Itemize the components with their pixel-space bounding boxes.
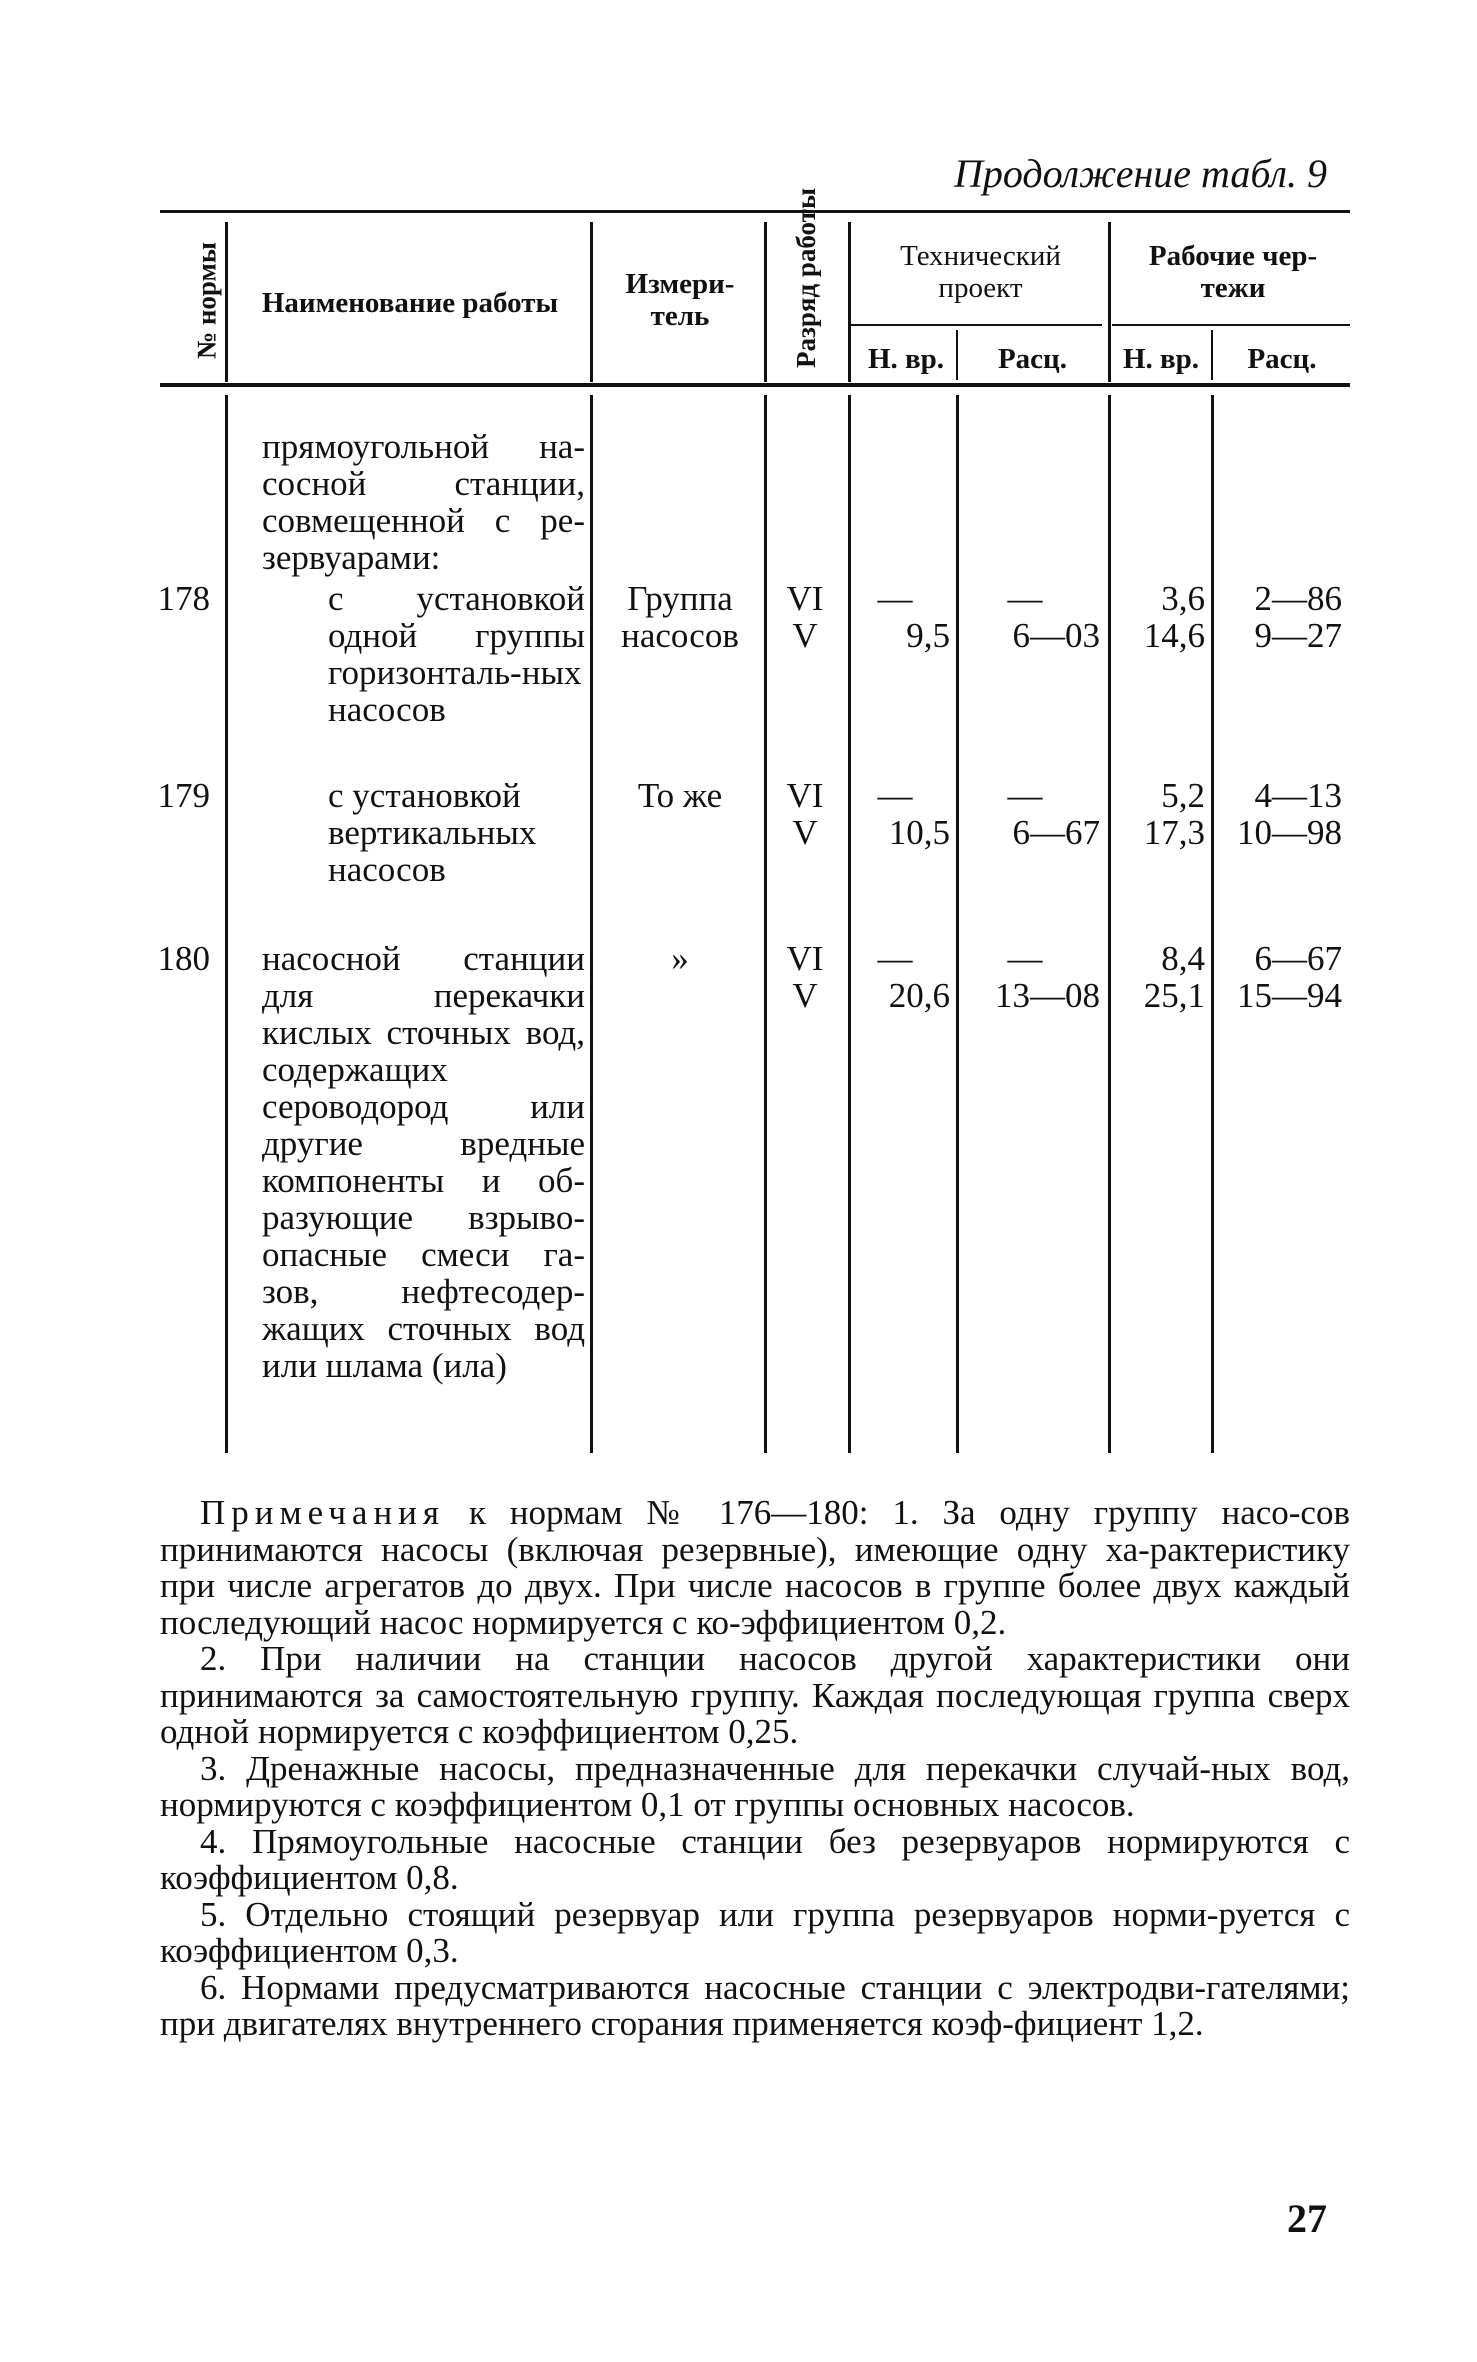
header-tp-nvr: Н. вр. [867, 343, 945, 375]
note-2: 2. При наличии на станции насосов другой характеристики они принимаются за самостоятельную группу. Каждая последующая группа сверх одной нормируется с коэффициентом 0,25. [160, 1639, 1350, 1751]
row-178-tp-nvr-a: — [877, 579, 913, 618]
group-intro-name: прямоугольной на-сосной станции, совмещенной с ре-зервуарами: [262, 427, 585, 577]
note-6: 6. Нормами предусматриваются насосные станции с электродви-гателями; при двигателях внутреннего сгорания применяется коэф-фициент 1,2. [160, 1967, 1350, 2043]
body-divider-2 [590, 395, 593, 1453]
body-divider-4 [848, 395, 851, 1453]
row-180-number: 180 [157, 939, 210, 978]
row-179-tp-rasc-a: — [1007, 776, 1043, 815]
row-179-rc-rasc-b: 10—98 [1237, 813, 1342, 852]
row-178-unit: Группа насосов [621, 579, 739, 655]
row-179-unit: То же [637, 776, 723, 815]
row-179-rc-nvr-b: 17,3 [1143, 813, 1205, 852]
row-178-grade-b: V [792, 616, 818, 655]
header-divider-3 [764, 222, 767, 382]
row-180-tp-nvr-b: 20,6 [888, 976, 950, 1015]
row-179-grade-b: V [792, 813, 818, 852]
row-180-rc-nvr-b: 25,1 [1143, 976, 1205, 1015]
header-divider-1 [225, 222, 228, 382]
row-179-name: с установкой вертикальных насосов [328, 776, 537, 889]
row-179-tp-nvr-b: 10,5 [888, 813, 950, 852]
row-180-tp-rasc-a: — [1007, 939, 1043, 978]
header-divider-5 [1108, 222, 1111, 382]
row-178-name: с установкой одной группы горизонталь-ных насосов [328, 579, 585, 729]
row-178-rc-rasc-b: 9—27 [1254, 616, 1342, 655]
note-1: Примечания к нормам № 176—180: 1. За одну группу насо-сов принимаются насосы (включая резервные), имеющие одну ха-рактеристику при числе агрегатов до двух. При числе насосов в группе более двух каждый последующий насос нормируется с ко-эффициентом 0,2. [160, 1493, 1350, 1642]
row-180-name: насосной станции для перекачки кислых сточных вод, содержащих сероводород или другие вредные компоненты и об-разующие взрыво-опасные смеси га-зов, нефтесодер-жащих сточных вод или шлама (ила) [262, 939, 585, 1385]
row-179-grade-a: VI [786, 776, 824, 815]
row-180-rc-nvr-a: 8,4 [1161, 939, 1205, 978]
header-work-drawings: Рабочие чер- тежи [1148, 240, 1318, 304]
body-divider-5 [956, 395, 959, 1453]
row-178-grade-a: VI [786, 579, 824, 618]
row-178-tp-nvr-b: 9,5 [906, 616, 950, 655]
row-179-tp-rasc-b: 6—67 [1012, 813, 1100, 852]
table-header-bottom-rule [160, 383, 1350, 387]
header-norm-number: № нормы [191, 241, 222, 360]
notes-block [160, 1495, 1350, 2043]
row-180-rc-rasc-a: 6—67 [1254, 939, 1342, 978]
header-divider-2 [590, 222, 593, 382]
row-180-grade-b: V [792, 976, 818, 1015]
header-divider-7 [1211, 330, 1213, 380]
header-tp-rasc: Расц. [997, 343, 1068, 375]
header-unit: Измери- тель [625, 268, 735, 332]
notes-lead: Примечания [200, 1493, 446, 1532]
header-divider-4 [848, 222, 851, 382]
row-180-tp-nvr-a: — [877, 939, 913, 978]
note-4: 4. Прямоугольные насосные станции без резервуаров нормируются с коэффициентом 0,8. [160, 1821, 1350, 1897]
row-178-tp-rasc-b: 6—03 [1012, 616, 1100, 655]
header-divider-6 [956, 330, 958, 380]
row-178-rc-rasc-a: 2—86 [1254, 579, 1342, 618]
note-5: 5. Отдельно стоящий резервуар или группа резервуаров норми-руется с коэффициентом 0,3. [160, 1894, 1350, 1970]
row-178-rc-nvr-a: 3,6 [1161, 579, 1205, 618]
row-179-rc-nvr-a: 5,2 [1161, 776, 1205, 815]
row-179-number: 179 [157, 776, 210, 815]
body-divider-3 [764, 395, 767, 1453]
note-3: 3. Дренажные насосы, предназначенные для перекачки случай-ных вод, нормируются с коэффициентом 0,1 от группы основных насосов. [160, 1748, 1350, 1824]
header-work-name: Наименование работы [261, 287, 559, 319]
row-180-rc-rasc-b: 15—94 [1237, 976, 1342, 1015]
subheader-rule-right [1112, 324, 1350, 326]
subheader-rule-left [850, 324, 1102, 326]
header-rc-nvr: Н. вр. [1122, 343, 1200, 375]
header-grade: Разряд работы [791, 187, 821, 368]
row-179-tp-nvr-a: — [877, 776, 913, 815]
row-180-tp-rasc-b: 13—08 [995, 976, 1100, 1015]
row-180-grade-a: VI [786, 939, 824, 978]
page-number: 27 [1287, 2196, 1327, 2241]
row-180-unit: » [671, 939, 689, 978]
row-178-tp-rasc-a: — [1007, 579, 1043, 618]
row-178-rc-nvr-b: 14,6 [1143, 616, 1205, 655]
body-divider-7 [1211, 395, 1214, 1453]
body-divider-1 [225, 395, 228, 1453]
header-tech-project: Технический проект [900, 240, 1061, 304]
body-divider-6 [1108, 395, 1111, 1453]
table-top-rule [160, 210, 1350, 213]
header-rc-rasc: Расц. [1247, 343, 1317, 375]
row-179-rc-rasc-a: 4—13 [1254, 776, 1342, 815]
table-caption: Продолжение табл. 9 [953, 151, 1327, 196]
row-178-number: 178 [157, 579, 210, 618]
